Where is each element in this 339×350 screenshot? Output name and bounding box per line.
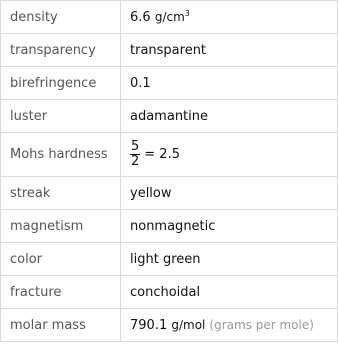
property-value: 0.1 <box>121 67 338 100</box>
property-value <box>121 309 338 342</box>
molar-mass-value: 790.1 <box>130 317 168 333</box>
property-value <box>121 1 338 34</box>
fraction-denominator: 2 <box>131 154 140 169</box>
property-label: birefringence <box>1 67 121 100</box>
property-label: magnetism <box>1 210 121 243</box>
property-label: streak <box>1 177 121 210</box>
table-row <box>1 133 338 177</box>
property-label: fracture <box>1 276 121 309</box>
property-label: Mohs hardness <box>1 133 121 177</box>
density-unit-exponent: 3 <box>184 9 190 18</box>
hardness-result: = 2.5 <box>144 147 180 162</box>
property-label: transparency <box>1 34 121 67</box>
property-value: nonmagnetic <box>121 210 338 243</box>
property-label: molar mass <box>1 309 121 342</box>
table-row <box>1 34 338 67</box>
table-row <box>1 1 338 34</box>
molar-mass-unit: g/mol <box>171 317 206 332</box>
fraction-numerator: 5 <box>131 139 140 154</box>
table-row <box>1 243 338 276</box>
property-value <box>121 133 338 177</box>
property-value: light green <box>121 243 338 276</box>
table-row <box>1 100 338 133</box>
molar-mass-unit-note: (grams per mole) <box>209 317 314 332</box>
table-row <box>1 210 338 243</box>
property-value: conchoidal <box>121 276 338 309</box>
hardness-fraction <box>130 140 140 169</box>
table-row <box>1 276 338 309</box>
property-value: adamantine <box>121 100 338 133</box>
table-row <box>1 67 338 100</box>
property-value: transparent <box>121 34 338 67</box>
property-label: luster <box>1 100 121 133</box>
property-label: density <box>1 1 121 34</box>
table-row <box>1 177 338 210</box>
density-value: 6.6 <box>130 10 151 25</box>
property-value: yellow <box>121 177 338 210</box>
table-row <box>1 309 338 342</box>
density-unit: g/cm <box>154 10 185 24</box>
property-label: color <box>1 243 121 276</box>
